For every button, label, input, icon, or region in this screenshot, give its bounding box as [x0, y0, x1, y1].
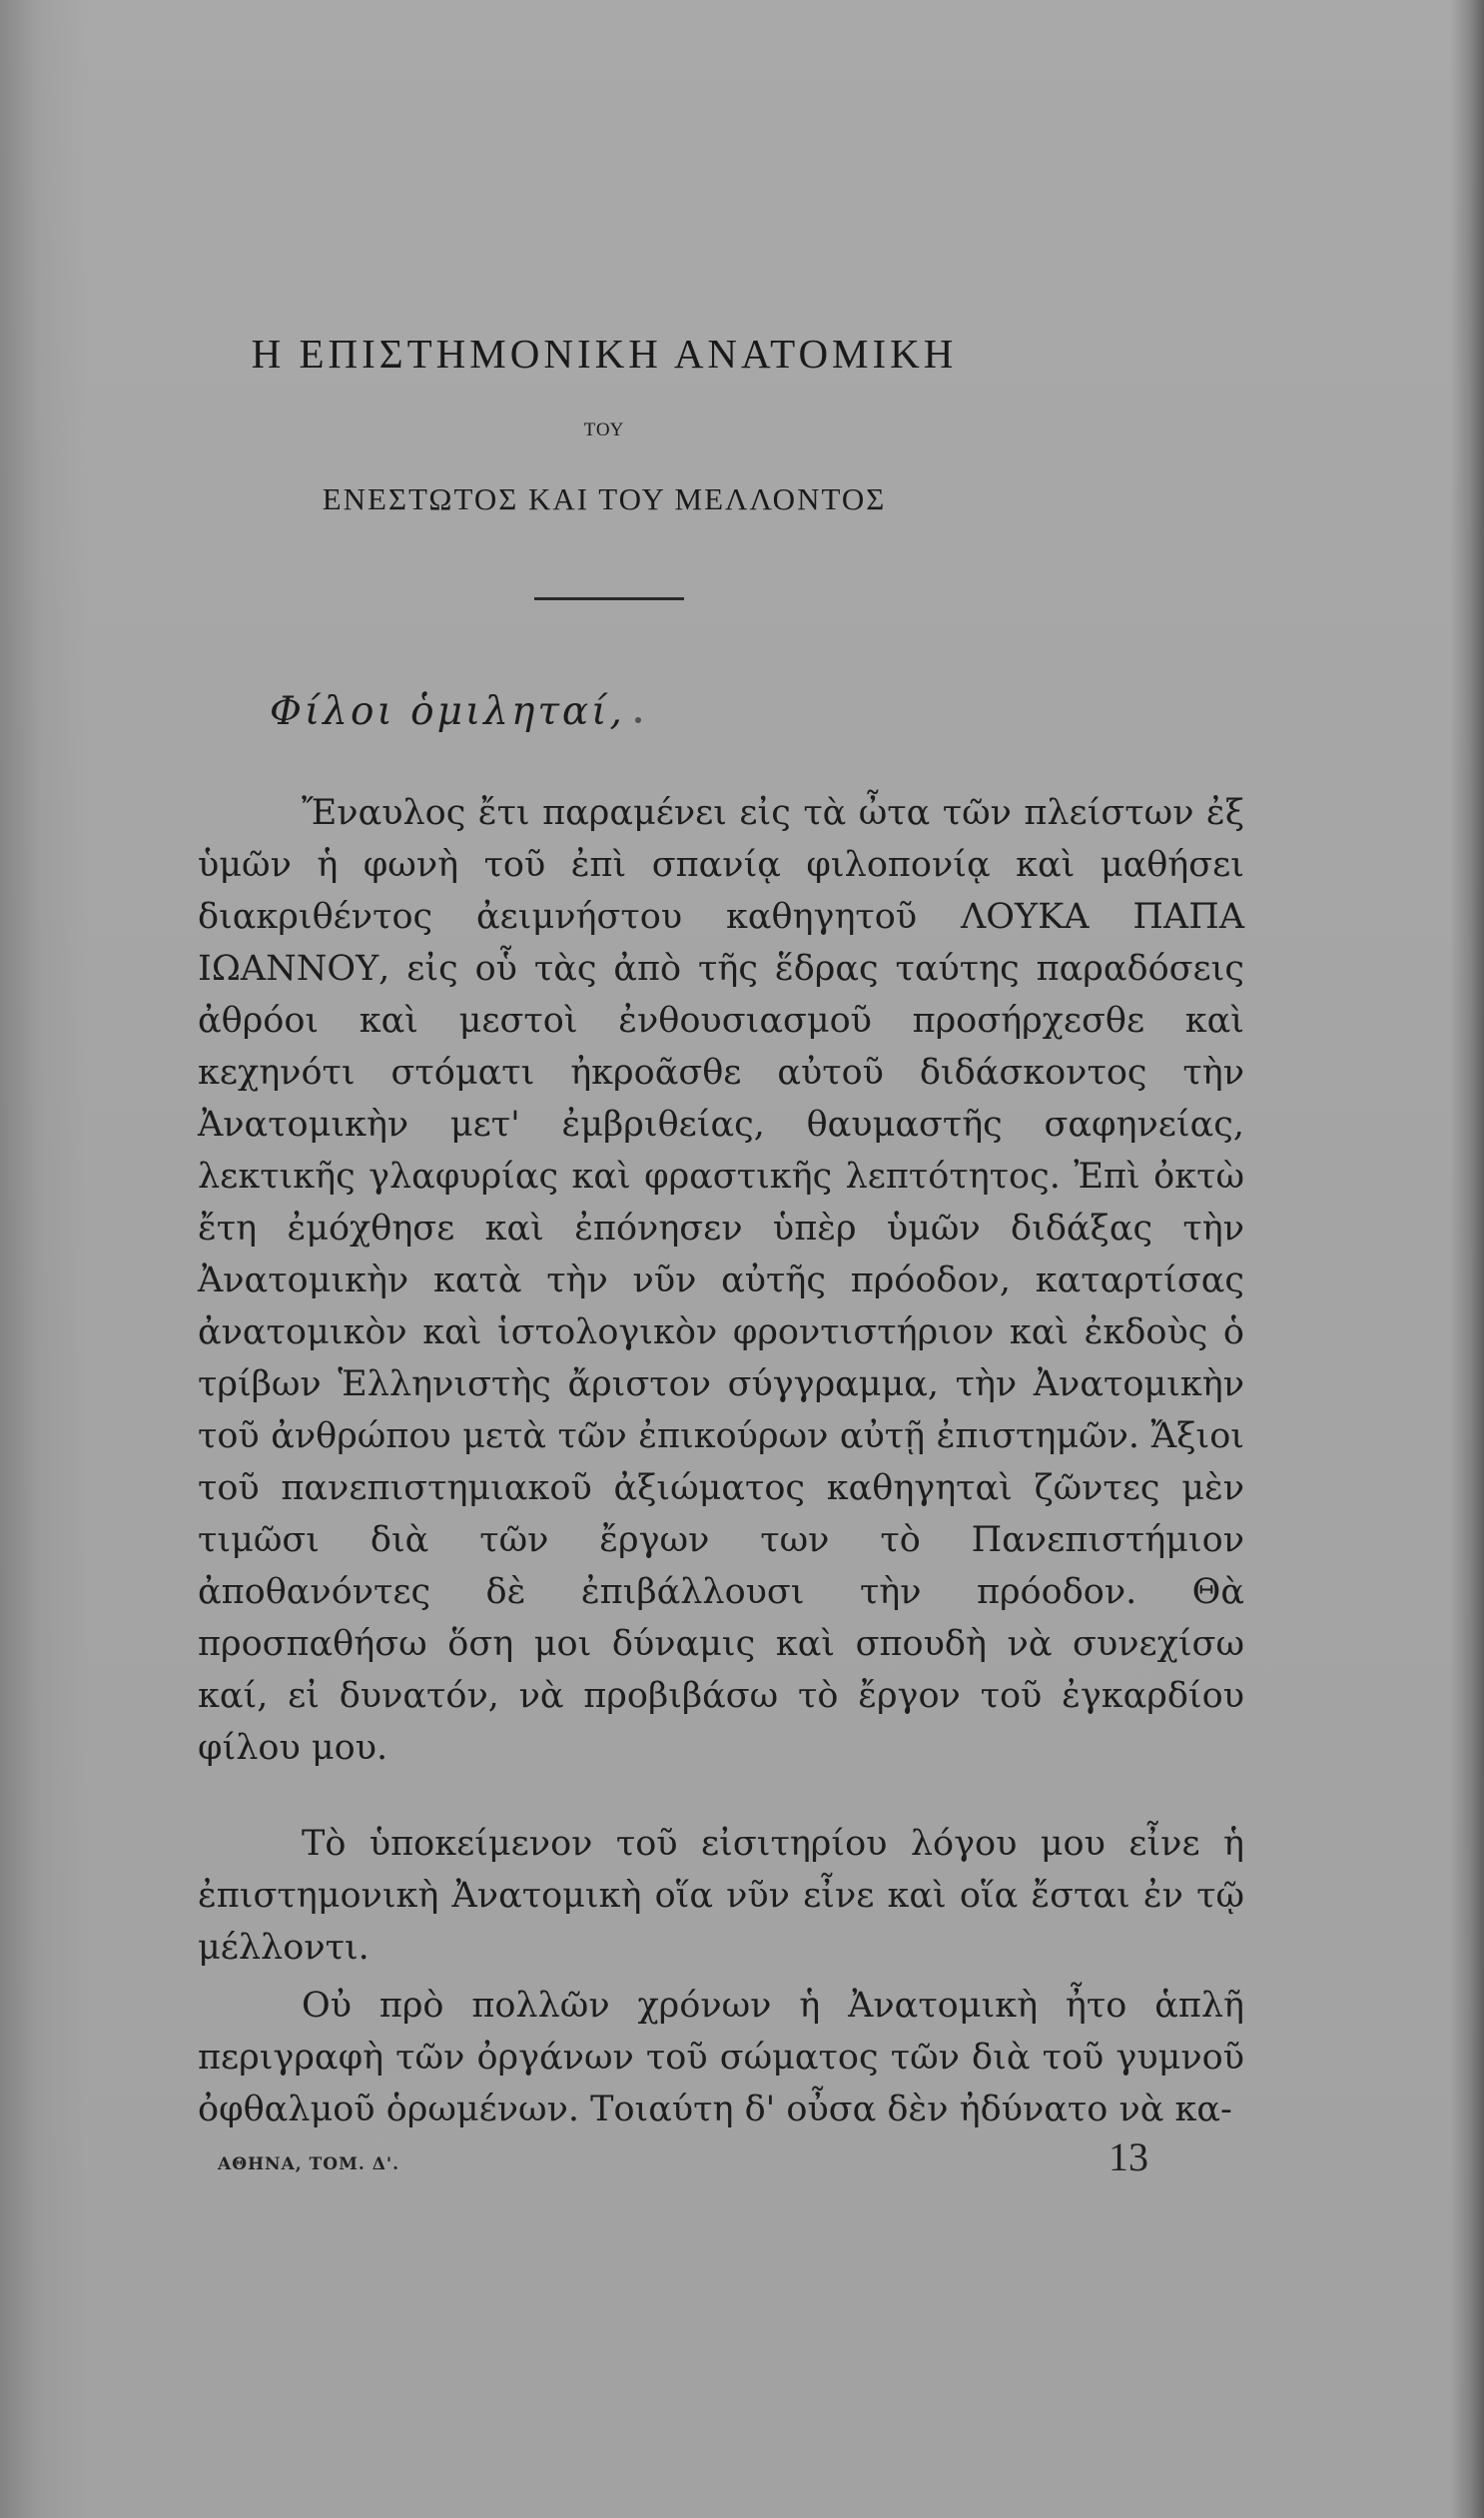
- signature-mark: ΑΘΗΝΑ, ΤΟΜ. Δ'.: [218, 2154, 400, 2174]
- paragraph-text: Οὐ πρὸ πολλῶν χρόνων ἡ Ἀνατομικὴ ἦτο ἁπλῆ περιγραφὴ τῶν ὀργάνων τοῦ σώματος τῶν διὰ τοῦ γυμνοῦ ὀφθαλμοῦ ὁρωμένων. Τοιαύτη δ' οὖσα δὲν ἠδύνατο νὰ κα-: [198, 1986, 1244, 2129]
- body-paragraph-3: [198, 1980, 1244, 2135]
- article-title: Η ΕΠΙΣΤΗΜΟΝΙΚΗ ΑΝΑΤΟΜΙΚΗ: [251, 331, 958, 377]
- paragraph-text: Ἔναυλος ἔτι παραμένει εἰς τὰ ὦτα τῶν πλείστων ἐξ ὑμῶν ἡ φωνὴ τοῦ ἐπὶ σπανίᾳ φιλοπονίᾳ καὶ μαθήσει διακριθέντος ἀειμνήστου καθηγητοῦ ΛΟΥΚΑ ΠΑΠΑ ΙΩΑΝΝΟΥ, εἰς οὗ τὰς ἀπὸ τῆς ἕδρας ταύτης παραδόσεις ἀθρόοι καὶ μεστοὶ ἐνθουσιασμοῦ προσήρχεσθε καὶ κεχηνότι στόματι ἠκροᾶσθε αὐτοῦ διδάσκοντος τὴν Ἀνατομικὴν μετ' ἐμβριθείας, θαυμαστῆς σαφηνείας, λεκτικῆς γλαφυρίας καὶ φραστικῆς λεπτότητος. Ἐπὶ ὀκτὼ ἔτη ἐμόχθησε καὶ ἐπόνησεν ὑπὲρ ὑμῶν διδάξας τὴν Ἀνατομικὴν κατὰ τὴν νῦν αὐτῆς πρόοδον, καταρτίσας ἀνατομικὸν καὶ ἱστολογικὸν φροντιστήριον καὶ ἐκδοὺς ὁ τρίβων Ἑλληνιστὴς ἄριστον σύγγραμμα, τὴν Ἀνατομικὴν τοῦ ἀνθρώπου μετὰ τῶν ἐπικούρων αὐτῇ ἐπιστημῶν. Ἄξιοι τοῦ πανεπιστημιακοῦ ἀξιώματος καθηγηταὶ ζῶντες μὲν τιμῶσι διὰ τῶν ἔργων των τὸ Πανεπιστήμιον ἀποθανόντες δὲ ἐπιβάλλουσι τὴν πρόοδον. Θὰ προσπαθήσω ὅση μοι δύναμις καὶ σπουδὴ νὰ συνεχίσω καί, εἰ δυνατόν, νὰ προβιβάσω τὸ ἔργον τοῦ ἐγκαρδίου φίλου μου.: [198, 793, 1244, 1768]
- ink-speck: [635, 717, 641, 723]
- page-number: 13: [1109, 2134, 1148, 2179]
- title-divider: [534, 597, 684, 600]
- paragraph-text: Τὸ ὑποκείμενον τοῦ εἰσιτηρίου λόγου μου εἶνε ἡ ἐπιστημονικὴ Ἀνατομικὴ οἵα νῦν εἶνε καὶ οἵα ἔσται ἐν τῷ μέλλοντι.: [198, 1824, 1244, 1968]
- title-connector: ΤΟΥ: [583, 420, 625, 440]
- salutation: Φίλοι ὁμιληταί,: [270, 689, 625, 734]
- body-paragraph-1: [198, 787, 1244, 1774]
- article-subtitle: ΕΝΕΣΤΩΤΟΣ ΚΑΙ ΤΟΥ ΜΕΛΛΟΝΤΟΣ: [322, 481, 887, 516]
- body-paragraph-2: [198, 1818, 1244, 1974]
